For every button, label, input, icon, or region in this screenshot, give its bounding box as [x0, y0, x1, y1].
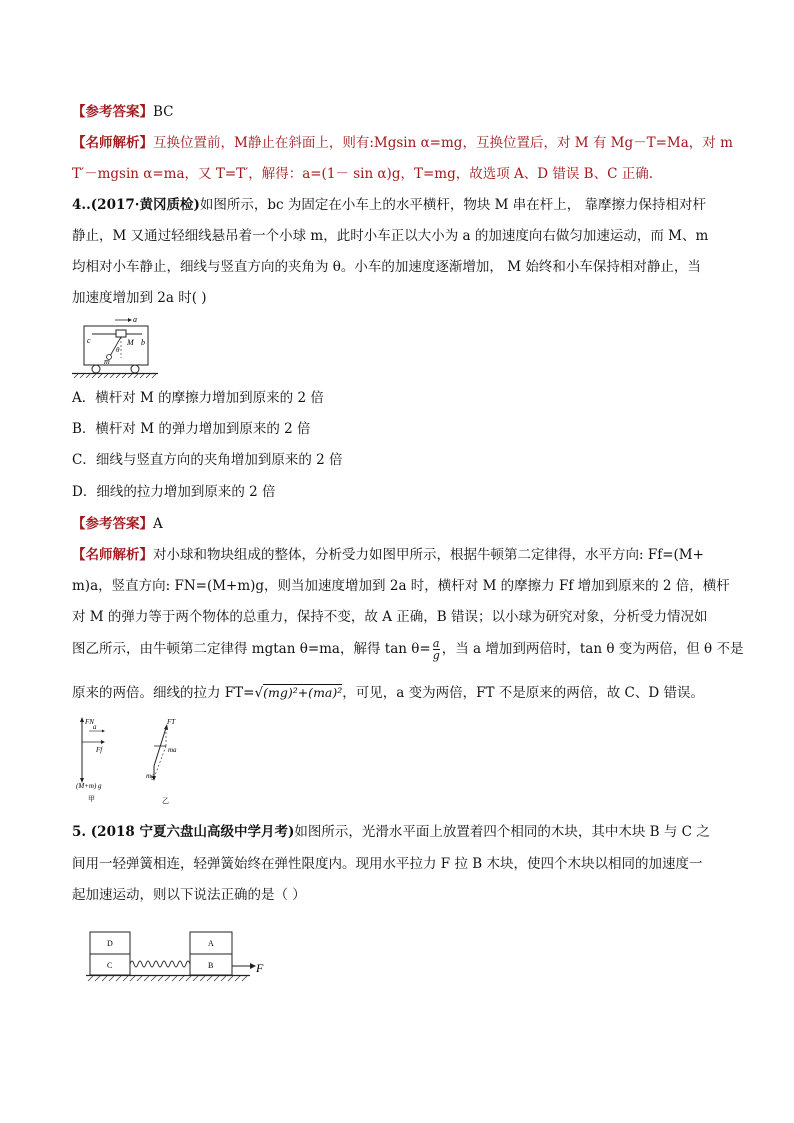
yi-ft-label: FT [167, 718, 176, 726]
jia-ff-label: Ff [96, 746, 103, 754]
wheel-right [131, 365, 139, 373]
spring [130, 961, 190, 967]
jia-ff-arrow [101, 740, 105, 744]
ground-hatch [88, 976, 247, 981]
answer-value: A [153, 516, 163, 532]
question-5-line: 间用一轻弹簧相连，轻弹簧始终在弹性限度内。现用水平拉力 F 拉 B 木块，使四个木块以相同的加速度一 [72, 856, 703, 872]
answer-line [72, 102, 724, 122]
jia-a-label: a [93, 723, 97, 731]
answer-value: BC [153, 104, 174, 120]
analysis-text: ，可见，a 变为两倍，FT 不是原来的两倍，故 C、D 错误。 [342, 685, 705, 701]
option-d: D．细线的拉力增加到原来的 2 倍 [72, 484, 276, 500]
label-c: C [107, 961, 113, 970]
jia-weight-label: (M+m) g [76, 782, 102, 790]
answer-tag: 【参考答案】 [72, 516, 153, 532]
cart-figure [70, 312, 160, 382]
yi-ma-label: ma [168, 746, 177, 754]
label-a: a [133, 315, 137, 324]
analysis-text: 对小球和物块组成的整体，分析受力如图甲所示，根据牛顿第二定律得，水平方向: Ff=(M+ [153, 547, 704, 563]
question-4-text: 如图所示，bc 为固定在小车上的水平横杆，物块 M 串在杆上， 靠摩擦力保持相对杆 [199, 197, 707, 213]
ground-hatch [74, 374, 156, 378]
analysis-text: 原来的两倍。细线的拉力 FT= [72, 685, 255, 701]
jia-fn-label: FN [85, 718, 94, 726]
fraction-numerator: a [432, 637, 440, 650]
label-m: m [104, 357, 110, 366]
option-c: C．细线与竖直方向的夹角增加到原来的 2 倍 [72, 452, 343, 468]
analysis-text: 互换位置前，M静止在斜面上，则有:Mgsin α=mg，互换位置后，对 M 有 Mg－T=Ma，对 m [153, 135, 733, 151]
question-4-line: 加速度增加到 2a 时( ) [72, 290, 207, 306]
label-c: c [87, 336, 91, 345]
jia-caption: 甲 [88, 795, 95, 803]
analysis-line: 对 M 的弹力等于两个物体的总重力，保持不变，故 A 正确，B 错误；以小球为研究对象，分析受力情况如 [72, 609, 708, 625]
fraction [433, 638, 440, 661]
analysis-tag: 【名师解析】 [72, 135, 153, 151]
analysis-line [72, 683, 724, 703]
option-b: B．横杆对 M 的弹力增加到原来的 2 倍 [72, 421, 311, 437]
accel-arrow-head [128, 318, 132, 322]
force-diagrams [76, 714, 206, 806]
block-m-big [116, 330, 126, 337]
sqrt-content: (mg)²+(ma)² [263, 685, 343, 700]
question-5-number: 5. (2018 宁夏六盘山高级中学月考) [72, 824, 295, 840]
label-M: M [127, 338, 134, 347]
analysis-text: ，当 a 增加到两倍时，tan θ 变为两倍，但 θ 不是 [441, 641, 744, 657]
sqrt-symbol: √ [254, 685, 264, 701]
question-4-line [72, 195, 724, 215]
analysis-line: T′－mgsin α=ma，又 T=T′，解得：a=(1－ sin α)g，T=mg，故选项 A、D 错误 B、C 正确. [72, 166, 654, 182]
label-b: B [208, 961, 214, 970]
label-a: A [208, 939, 214, 948]
label-b: b [141, 338, 145, 347]
fraction-denominator: g [432, 649, 440, 662]
question-4-line: 均相对小车静止，细线与竖直方向的夹角为 θ。小车的加速度逐渐增加， M 始终和小车保持相对静止，当 [72, 259, 701, 275]
question-4-number: 4..(2017·黄冈质检) [72, 197, 200, 213]
question-5-line: 起加速运动，则以下说法正确的是（ ） [72, 887, 306, 903]
analysis-tag: 【名师解析】 [72, 547, 153, 563]
analysis-line [72, 637, 744, 662]
yi-mg-label: mg [146, 772, 155, 780]
question-4-line: 静止，M 又通过轻细线悬吊着一个小球 m，此时小车正以大小为 a 的加速度向右做匀加速运动，而 M、m [72, 228, 709, 244]
answer-tag: 【参考答案】 [72, 104, 153, 120]
yi-dashed-diag [154, 746, 166, 778]
analysis-line [72, 133, 733, 153]
answer-line [72, 514, 724, 534]
analysis-line: m)a，竖直方向: FN=(M+m)g，则当加速度增加到 2a 时，横杆对 M 的摩擦力 Ff 增加到原来的 2 倍，横杆 [72, 578, 730, 594]
label-f: F [256, 961, 264, 975]
yi-caption: 乙 [162, 797, 169, 805]
question-5-line [72, 822, 724, 842]
yi-tension-line [154, 728, 166, 766]
label-d: D [107, 939, 113, 948]
option-a: A．横杆对 M 的摩擦力增加到原来的 2 倍 [72, 390, 324, 406]
blocks-figure [84, 926, 274, 988]
label-theta: θ [116, 346, 120, 354]
jia-accel-arrow [102, 730, 105, 733]
question-5-text: 如图所示，光滑水平面上放置着四个相同的木块，其中木块 B 与 C 之 [294, 824, 710, 840]
analysis-line [72, 545, 724, 565]
wheel-left [92, 365, 100, 373]
analysis-text: 图乙所示，由牛顿第二定律得 mgtan θ=ma，解得 tan θ= [72, 641, 431, 657]
jia-fn-arrow [80, 717, 84, 722]
